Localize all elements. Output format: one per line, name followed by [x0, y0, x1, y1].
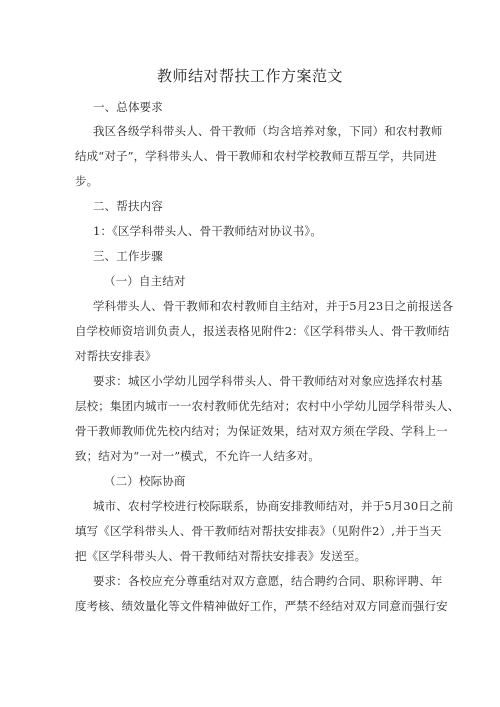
- document-title: 教师结对帮扶工作方案范文: [156, 67, 343, 85]
- paragraph-line: 把《区学科带头人、骨干教师结对帮扶安排表》发送至。: [75, 549, 367, 563]
- paragraph-line: 度考核、绩效量化等文件精神做好工作，严禁不经结对双方同意而强行安: [75, 599, 448, 613]
- section-heading-general-requirements: 一、总体要求: [93, 100, 163, 114]
- paragraph-line: 骨干教师教师优先校内结对；为保证效果，结对双方须在学段、学科上一: [75, 424, 448, 438]
- paragraph-line: 结成“对子”，学科带头人、骨干教师和农村学校教师互帮互学，共同进: [75, 149, 437, 163]
- paragraph-line: 自学校师资培训负责人，报送表格见附件2：《区学科带头人、骨干教师结: [75, 324, 450, 338]
- paragraph-line: 要求：各校应充分尊重结对双方意愿，结合聘约合同、职称评聘、年: [93, 574, 443, 588]
- paragraph-line: 步。: [75, 174, 99, 188]
- paragraph-line: 致；结对为“一对一”模式，不允许一人结多对。: [75, 449, 321, 463]
- paragraph-line: 填写《区学科带头人、骨干教师结对帮扶安排表》（见附件2）,并于当天: [75, 524, 442, 538]
- paragraph-line: 城市、农村学校进行校际联系，协商安排教师结对，并于5月30日之前: [93, 499, 454, 513]
- paragraph-line: 我区各级学科带头人、骨干教师（均含培养对象，下同）和农村教师: [93, 124, 443, 138]
- section-heading-assistance-content: 二、帮扶内容: [93, 199, 163, 213]
- paragraph-line: 对帮扶安排表》: [75, 349, 157, 363]
- paragraph-line: 学科带头人、骨干教师和农村教师自主结对，并于5月23日之前报送各: [93, 299, 454, 313]
- list-item: 1：《区学科带头人、骨干教师结对协议书》。: [93, 224, 322, 238]
- subsection-heading-inter-school-consultation: （二）校际协商: [104, 474, 186, 488]
- section-heading-work-steps: 三、工作步骤: [93, 249, 163, 263]
- paragraph-line: 要求：城区小学幼儿园学科带头人、骨干教师结对对象应选择农村基: [93, 374, 443, 388]
- paragraph-line: 层校；集团内城市一一农村教师优先结对；农村中小学幼儿园学科带头人、: [75, 399, 460, 413]
- subsection-heading-self-pairing: （一）自主结对: [104, 274, 186, 288]
